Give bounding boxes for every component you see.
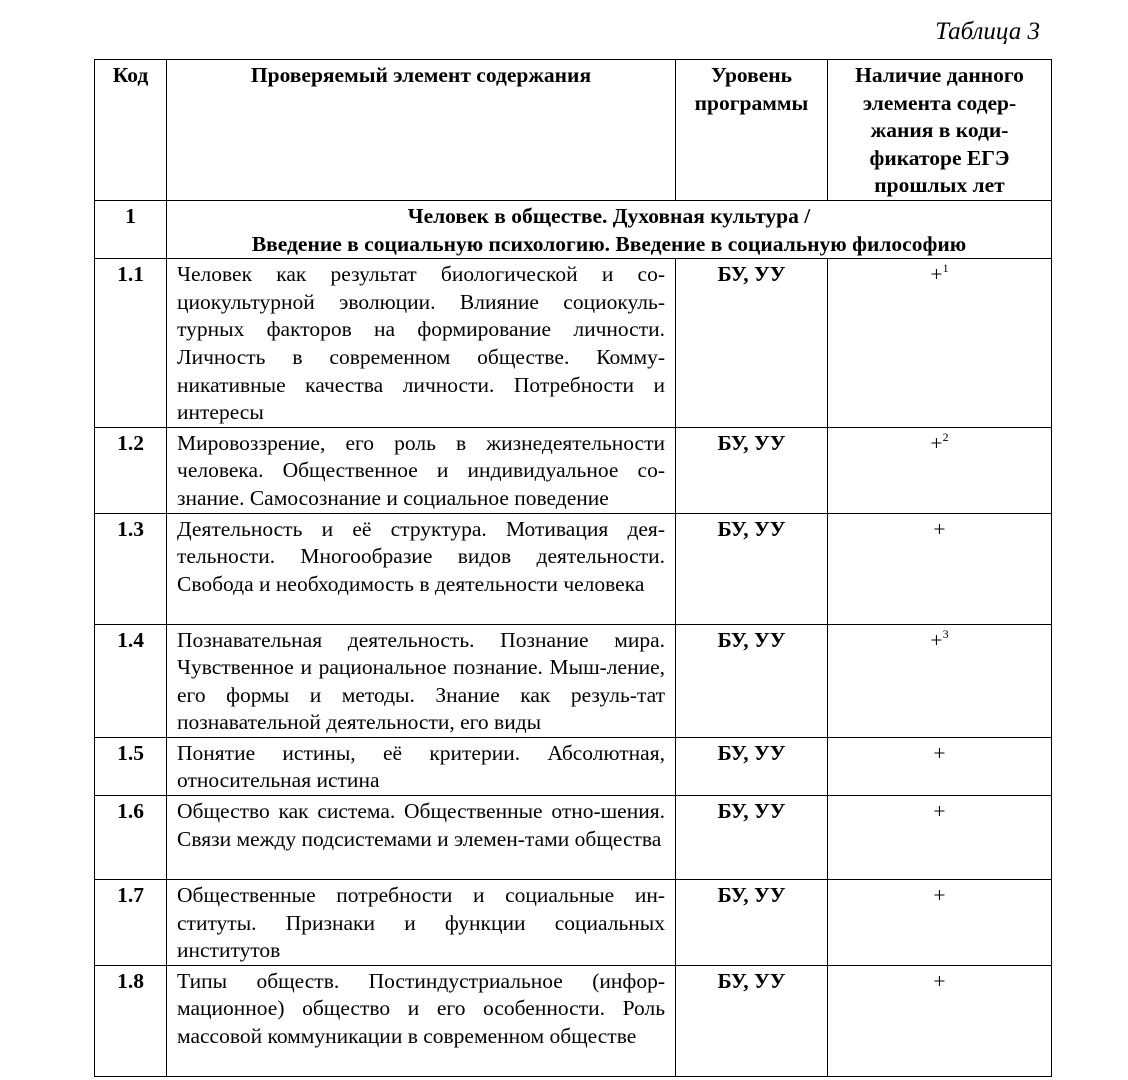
row-presence bbox=[828, 880, 1052, 966]
table-row bbox=[95, 737, 1052, 795]
row-code: 1.8 bbox=[95, 965, 167, 1076]
section-title-line2: Введение в социальную психологию. Введение в социальную философию bbox=[251, 231, 967, 256]
row-presence bbox=[828, 259, 1052, 428]
row-level: БУ, УУ bbox=[676, 880, 828, 966]
row-code: 1.4 bbox=[95, 624, 167, 737]
row-presence bbox=[828, 965, 1052, 1076]
table-row bbox=[95, 965, 1052, 1076]
section-title-line1: Человек в обществе. Духовная культура / bbox=[407, 203, 811, 228]
row-content: Общественные потребности и социальные ин-ституты. Признаки и функции социальных институтов bbox=[167, 880, 676, 966]
row-code: 1.1 bbox=[95, 259, 167, 428]
row-code: 1.5 bbox=[95, 737, 167, 795]
section-code: 1 bbox=[95, 200, 167, 258]
row-level: БУ, УУ bbox=[676, 737, 828, 795]
row-level: БУ, УУ bbox=[676, 965, 828, 1076]
row-presence bbox=[828, 737, 1052, 795]
table-row bbox=[95, 624, 1052, 737]
table-row bbox=[95, 796, 1052, 880]
row-level: БУ, УУ bbox=[676, 624, 828, 737]
row-presence bbox=[828, 513, 1052, 624]
footnote-ref: 1 bbox=[942, 261, 949, 276]
row-code: 1.6 bbox=[95, 796, 167, 880]
row-level: БУ, УУ bbox=[676, 259, 828, 428]
row-level: БУ, УУ bbox=[676, 513, 828, 624]
row-code: 1.3 bbox=[95, 513, 167, 624]
row-level: БУ, УУ bbox=[676, 796, 828, 880]
footnote-ref: 3 bbox=[942, 626, 949, 641]
row-content: Понятие истины, её критерии. Абсолютная, относительная истина bbox=[167, 737, 676, 795]
presence-mark: + bbox=[930, 627, 943, 652]
table-row bbox=[95, 513, 1052, 624]
row-content: Общество как система. Общественные отно-шения. Связи между подсистемами и элемен-тами общества bbox=[167, 796, 676, 880]
presence-mark: + bbox=[933, 516, 946, 541]
row-presence bbox=[828, 796, 1052, 880]
presence-mark: + bbox=[933, 883, 946, 908]
row-presence bbox=[828, 427, 1052, 513]
row-code: 1.2 bbox=[95, 427, 167, 513]
row-content: Человек как результат биологической и со-циокультурной эволюции. Влияние социокуль-турных факторов на формирование личности. Личность в современном обществе. Комму-никативные качества личности. Потребности и интересы bbox=[167, 259, 676, 428]
row-code: 1.7 bbox=[95, 880, 167, 966]
row-content: Мировоззрение, его роль в жизнедеятельности человека. Общественное и индивидуальное со-знание. Самосознание и социальное поведение bbox=[167, 427, 676, 513]
table-row bbox=[95, 259, 1052, 428]
header-element: Проверяемый элемент содержания bbox=[167, 60, 676, 201]
row-content: Типы обществ. Постиндустриальное (инфор-мационное) общество и его особенности. Роль массовой коммуникации в современном обществе bbox=[167, 965, 676, 1076]
header-level: Уровень программы bbox=[676, 60, 828, 201]
section-title bbox=[167, 200, 1052, 258]
presence-mark: + bbox=[930, 262, 943, 287]
header-code: Код bbox=[95, 60, 167, 201]
row-presence bbox=[828, 624, 1052, 737]
row-content: Деятельность и её структура. Мотивация дея-тельности. Многообразие видов деятельности. Свобода и необходимость в деятельности человека bbox=[167, 513, 676, 624]
row-content: Познавательная деятельность. Познание мира. Чувственное и рациональное познание. Мыш-ление, его формы и методы. Знание как резуль-тат познавательной деятельности, его виды bbox=[167, 624, 676, 737]
table-row bbox=[95, 427, 1052, 513]
presence-mark: + bbox=[930, 430, 943, 455]
row-level: БУ, УУ bbox=[676, 427, 828, 513]
header-presence: Наличие данного элемента содер-жания в коди-фикаторе ЕГЭ прошлых лет bbox=[828, 60, 1052, 201]
table-caption: Таблица 3 bbox=[935, 18, 1040, 45]
content-table bbox=[94, 59, 1052, 1077]
table-header-row bbox=[95, 60, 1052, 201]
footnote-ref: 2 bbox=[942, 429, 949, 444]
presence-mark: + bbox=[933, 740, 946, 765]
table-row bbox=[95, 880, 1052, 966]
presence-mark: + bbox=[933, 968, 946, 993]
presence-mark: + bbox=[933, 799, 946, 824]
section-row bbox=[95, 200, 1052, 258]
